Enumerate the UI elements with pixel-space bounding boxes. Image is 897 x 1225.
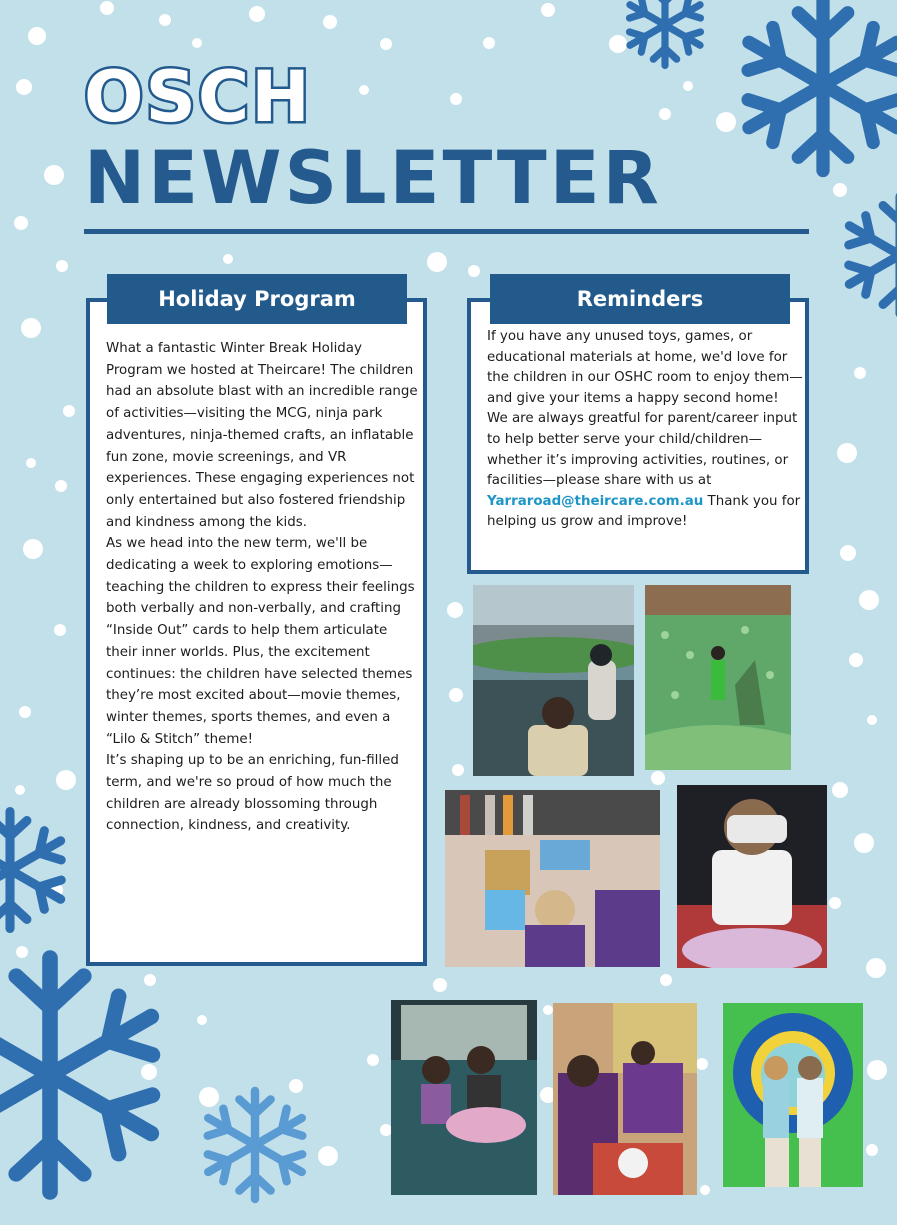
reminders-body: If you have any unused toys, games, or educational materials at home, we'd love for the children in our OSHC room to enjoy them—and give your items a happy second home! We are always greatful for parent/career input to help better serve your child/children—whether it’s improving activities, routines, or facilities—please share with us at [487,329,803,489]
reminders-closing: Thank you for helping us grow and improve! [487,493,801,530]
reminders-text [487,327,803,533]
photo-classroom-craft [553,1003,697,1195]
photo-ninja-park [645,585,791,770]
snowflake-icon [195,1080,315,1210]
photo-vr-experience [677,785,827,968]
snowflake-icon [728,0,897,180]
photo-inflatable [723,1003,863,1187]
contact-email-link[interactable]: Yarraroad@theircare.com.au [487,493,704,509]
holiday-paragraph: What a fantastic Winter Break Holiday Program we hosted at Theircare! The children had an absolute blast with an incredible range of activities—visiting the MCG, ninja park adventures, ninja-themed crafts, an inflatable fun zone, movie screenings, and VR experiences. These engaging experiences not only entertained but also fostered friendship and kindness among the kids. [106,341,418,530]
snowflake-icon [835,190,897,320]
holiday-program-text [106,338,418,837]
snowflake-icon [0,805,75,935]
snowflake-icon [0,925,180,1225]
title-divider [84,229,809,234]
holiday-program-heading: Holiday Program [107,274,407,324]
snowflake-icon [605,0,725,70]
holiday-paragraph: As we head into the new term, we'll be dedicating a week to exploring emotions—teaching the children to express their feelings both verbally and non-verbally, and crafting “Inside Out” cards to help them articulate their inner worlds. Plus, the excitement continues: the children have selected themes they’re most excited about—movie themes, winter themes, sports themes, and even a “Lilo & Stitch” theme! [106,536,415,747]
reminders-heading: Reminders [490,274,790,324]
newsletter-title-osch: OSCH [84,56,312,138]
photo-ninja-crafts [445,790,660,967]
newsletter-title-main: NEWSLETTER [84,136,662,221]
photo-bus-trip [391,1000,537,1195]
photo-mcg-stadium [473,585,634,776]
holiday-paragraph: It’s shaping up to be an enriching, fun-filled term, and we're so proud of how much the children are already blossoming through connection, kindness, and creativity. [106,753,399,834]
